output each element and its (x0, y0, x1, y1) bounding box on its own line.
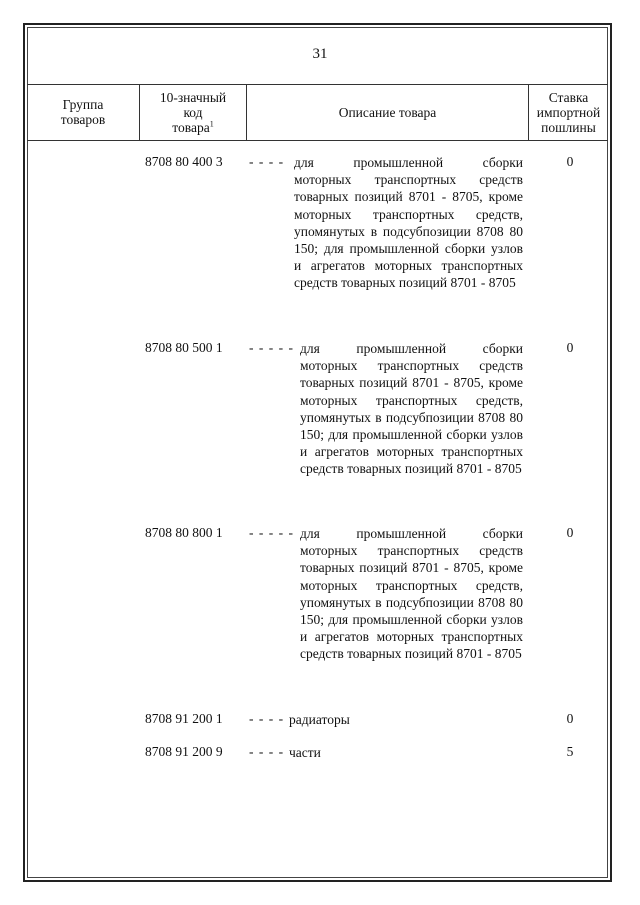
description: для промышленной сборки моторных транспортных средств товарных позиций 8701 - 8705, кроме моторных транспортных средств, упомянутых в подсубпозиции 8708 80 150; для промышленной сборки узлов и агрегатов моторных транспортных средств товарных позиций 8701 - 8705 (294, 155, 523, 291)
duty-rate: 5 (566, 744, 574, 759)
indent-dashes: - - - - - (249, 340, 294, 355)
indent-dashes: - - - - (249, 711, 285, 726)
header-rate: Ставка импортной пошлины (536, 89, 601, 135)
header-code: 10-значный код товара$^1$ (159, 89, 227, 135)
indent-dashes: - - - - (249, 744, 285, 759)
header-description: Описание товара (338, 104, 437, 120)
footnote-mark: 1 (209, 119, 214, 128)
header-group: Группа товаров (60, 97, 106, 127)
commodity-code: 8708 80 500 1 (145, 340, 223, 355)
commodity-code: 8708 91 200 9 (145, 744, 223, 759)
duty-rate: 0 (566, 154, 574, 169)
description: части (289, 745, 321, 760)
commodity-code: 8708 80 800 1 (145, 525, 223, 540)
duty-rate: 0 (566, 340, 574, 355)
header-bottom-rule (27, 140, 608, 141)
indent-dashes: - - - - - (249, 525, 294, 540)
description: радиаторы (289, 712, 350, 727)
duty-rate: 0 (566, 525, 574, 540)
commodity-code: 8708 91 200 1 (145, 711, 223, 726)
commodity-code: 8708 80 400 3 (145, 154, 223, 169)
description: для промышленной сборки моторных транспортных средств товарных позиций 8701 - 8705, кроме моторных транспортных средств, упомянутых в подсубпозиции 8708 80 150; для промышленной сборки узлов и агрегатов моторных транспортных средств товарных позиций 8701 - 8705 (300, 526, 523, 662)
duty-rate: 0 (566, 711, 574, 726)
description: для промышленной сборки моторных транспортных средств товарных позиций 8701 - 8705, кроме моторных транспортных средств, упомянутых в подсубпозиции 8708 80 150; для промышленной сборки узлов и агрегатов моторных транспортных средств товарных позиций 8701 - 8705 (300, 341, 523, 477)
indent-dashes: - - - - (249, 154, 285, 169)
page-number: 31 (312, 46, 328, 62)
